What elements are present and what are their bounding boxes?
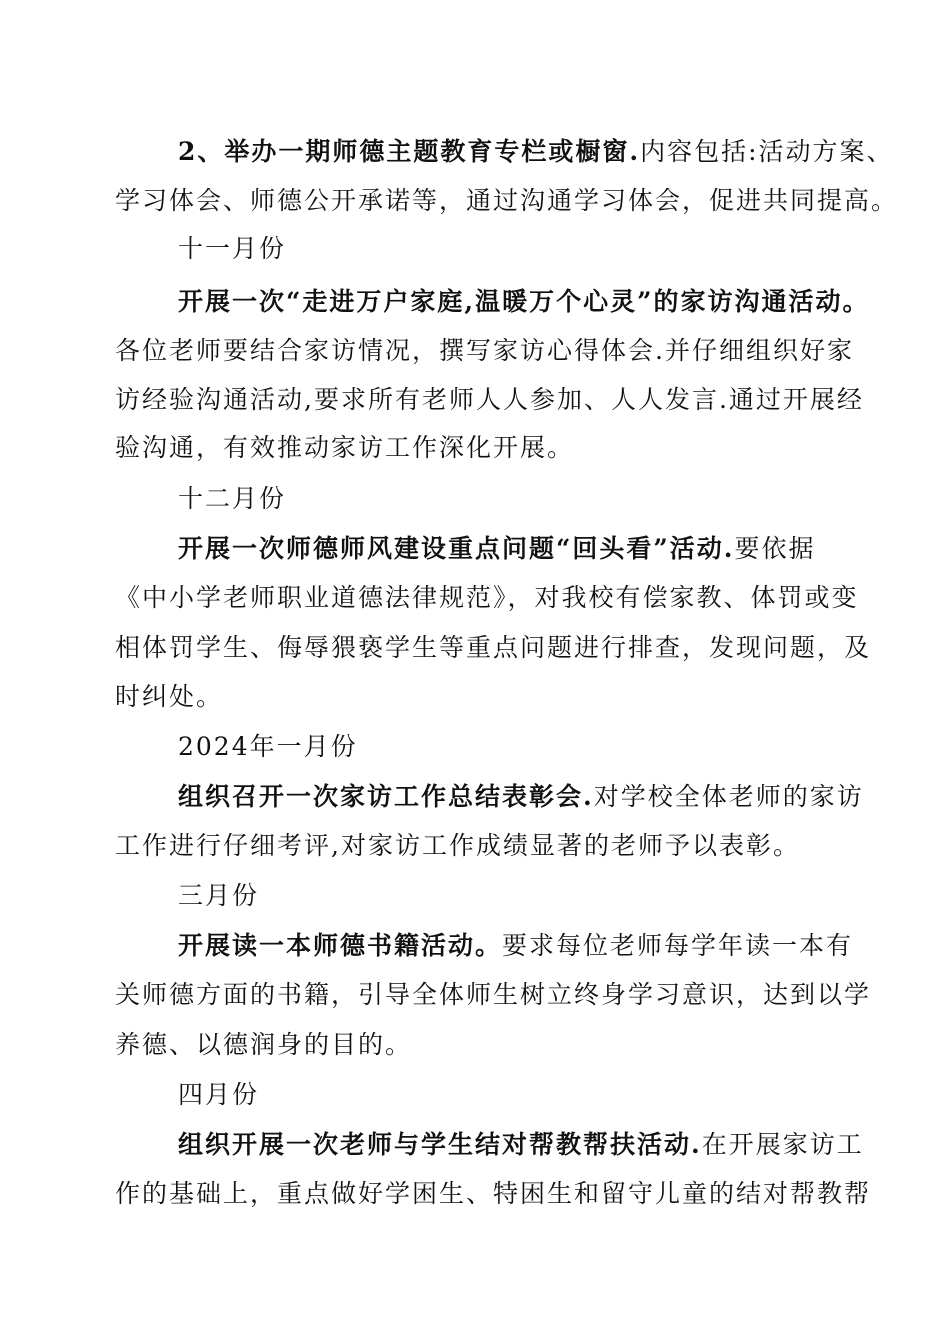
month-heading: 2024年一月份 bbox=[178, 732, 358, 761]
paragraph-line: 验沟通，有效推动家访工作深化开展。 bbox=[115, 433, 575, 462]
body-text: 要依据 bbox=[734, 534, 816, 563]
body-text: 内容包括:活动方案、 bbox=[640, 137, 894, 166]
paragraph-line bbox=[178, 1129, 864, 1161]
month-heading: 四月份 bbox=[178, 1080, 260, 1109]
paragraph-line bbox=[178, 533, 815, 565]
activity-title: 开展读一本师德书籍活动。 bbox=[178, 931, 503, 960]
paragraph-line: 时纠处。 bbox=[115, 682, 224, 711]
paragraph-line: 相体罚学生、侮辱猥亵学生等重点问题进行排查，发现问题，及 bbox=[115, 633, 872, 662]
paragraph-line: 各位老师要结合家访情况，撰写家访心得体会.并仔细组织好家 bbox=[115, 336, 854, 365]
activity-title: 开展一次师德师风建设重点问题“回头看”活动. bbox=[178, 534, 735, 563]
paragraph-line: 作的基础上，重点做好学困生、特困生和留守儿童的结对帮教帮 bbox=[115, 1179, 872, 1208]
paragraph-line bbox=[178, 781, 864, 813]
paragraph-line bbox=[178, 930, 853, 962]
body-text: 要求每位老师每学年读一本有 bbox=[502, 931, 854, 960]
body-text: 对学校全体老师的家访 bbox=[593, 782, 864, 811]
activity-title: 组织召开一次家访工作总结表彰会. bbox=[178, 782, 594, 811]
month-heading: 三月份 bbox=[178, 881, 260, 910]
paragraph-line bbox=[178, 136, 894, 168]
paragraph-line: 《中小学老师职业道德法律规范》，对我校有偿家教、体罚或变 bbox=[115, 583, 859, 612]
activity-title: 2、举办一期师德主题教育专栏或橱窗. bbox=[178, 137, 641, 166]
month-heading: 十一月份 bbox=[178, 234, 287, 263]
body-text: 在开展家访工 bbox=[701, 1130, 864, 1159]
paragraph-line: 养德、以德润身的目的。 bbox=[115, 1030, 413, 1059]
month-heading: 十二月份 bbox=[178, 484, 287, 513]
paragraph-line: 学习体会、师德公开承诺等，通过沟通学习体会，促进共同提高。 bbox=[115, 186, 899, 215]
paragraph-line: 工作进行仔细考评,对家访工作成绩显著的老师予以表彰。 bbox=[115, 831, 800, 860]
activity-title: 组织开展一次老师与学生结对帮教帮扶活动. bbox=[178, 1130, 702, 1159]
paragraph-line: 访经验沟通活动,要求所有老师人人参加、人人发言.通过开展经 bbox=[115, 385, 864, 414]
activity-title: 开展一次“走进万户家庭,温暖万个心灵”的家访沟通活动。 bbox=[178, 287, 870, 316]
paragraph-line: 关师德方面的书籍，引导全体师生树立终身学习意识，达到以学 bbox=[115, 980, 872, 1009]
